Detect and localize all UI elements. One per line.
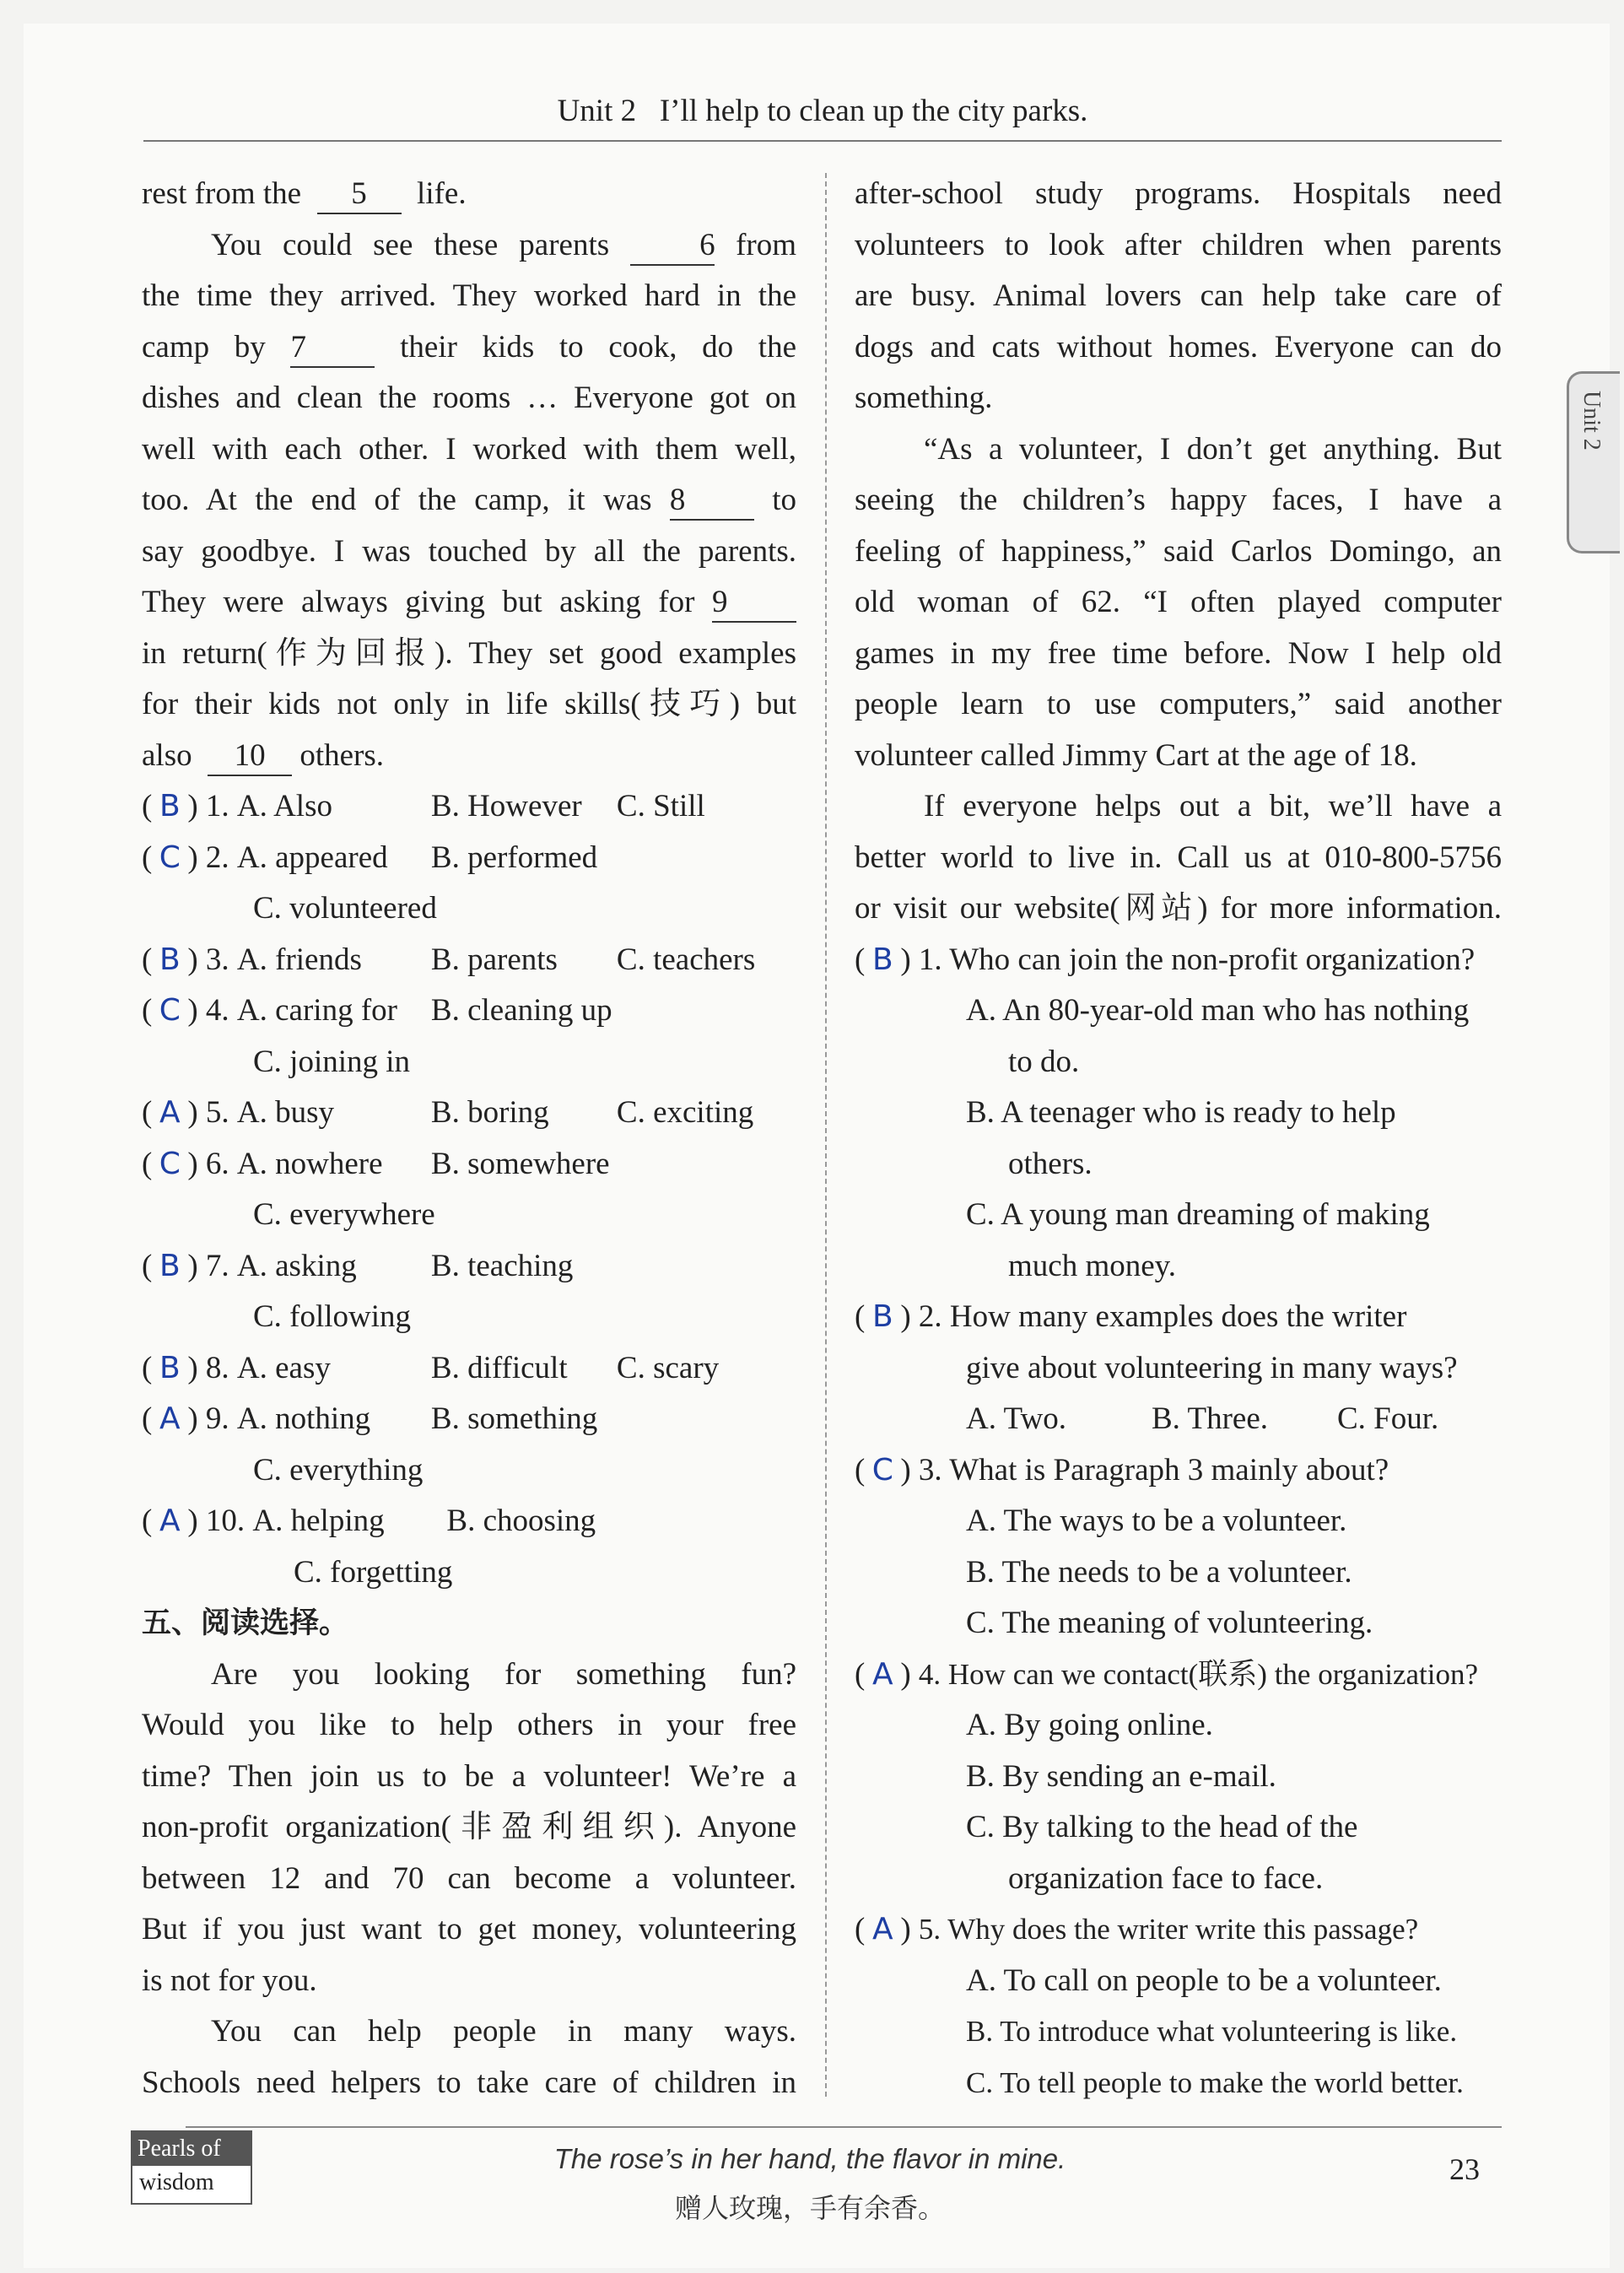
answer-mark[interactable]: B — [871, 942, 893, 977]
text-line: the time they arrived. They worked hard in the — [142, 278, 796, 313]
question-7: ( B ) 7. A. asking B. teaching — [142, 1241, 796, 1293]
unit-label: Unit 2 — [557, 94, 637, 128]
question-1: ( B ) 1. A. Also B. However C. Still — [142, 781, 796, 833]
column-divider — [825, 173, 827, 2097]
text-line: after-school study programs. Hospitals need — [855, 176, 1502, 211]
text-line: are busy. Animal lovers can help take care of — [855, 278, 1502, 313]
option-line: C. joining in — [253, 1044, 411, 1079]
option-line: A. An 80-year-old man who has nothing — [966, 993, 1470, 1028]
question-10: ( A ) 10. A. helping B. choosing — [142, 1496, 796, 1547]
answer-mark[interactable]: C — [871, 1452, 893, 1487]
text-line: say goodbye. I was touched by all the parents. — [142, 533, 796, 569]
text-line: give about volunteering in many ways? — [966, 1350, 1458, 1385]
blank-9: 9 — [712, 584, 796, 623]
option-line: organization face to face. — [1008, 1860, 1324, 1896]
answer-mark[interactable]: C — [159, 993, 181, 1028]
blank-7: 7 — [290, 329, 375, 368]
option-line: C. forgetting — [294, 1554, 453, 1590]
section-heading: 五、阅读选择。 — [142, 1606, 349, 1640]
question-4: ( C ) 4. A. caring for B. cleaning up — [142, 985, 796, 1037]
option-line: B. A teenager who is ready to help — [966, 1095, 1396, 1130]
text-line: volunteer called Jimmy Cart at the age of 18. — [855, 737, 1417, 773]
question-3: ( B ) 3. A. friends B. parents C. teachers — [142, 935, 796, 986]
text-line: better world to live in. Call us at 010-800-5756 — [855, 840, 1502, 875]
answer-mark[interactable]: A — [159, 1401, 181, 1436]
text-line: You can help people in many ways. — [211, 2014, 796, 2049]
text-line: dogs and cats without homes. Everyone can do — [855, 329, 1502, 364]
text-line: Would you like to help others in your free — [142, 1708, 796, 1742]
unit-title: I’ll help to clean up the city parks. — [659, 94, 1088, 128]
option-line: A. By going online. — [966, 1708, 1213, 1742]
side-tab[interactable] — [1567, 371, 1620, 553]
text-line: for their kids not only in life skills(技巧) but — [142, 687, 796, 721]
page-header — [143, 93, 1502, 142]
text-line: volunteers to look after children when parents — [855, 227, 1502, 262]
side-tab-label: Unit 2 — [1578, 391, 1605, 451]
text-line: games in my free time before. Now I help old — [855, 635, 1502, 671]
text-line: If everyone helps out a bit, we’ll have a — [924, 789, 1502, 823]
text-line: Schools need helpers to take care of children in — [142, 2065, 796, 2100]
text-line: too. At the end of the camp, it was 8 to — [142, 475, 796, 526]
option-line: C. A young man dreaming of making — [966, 1197, 1430, 1232]
option-line: C. following — [253, 1299, 412, 1334]
reading-question-5: ( A ) 5. Why does the writer write this passage? — [855, 1904, 1502, 1956]
text-line: between 12 and 70 can become a volunteer. — [142, 1860, 796, 1896]
option-line: B. The needs to be a volunteer. — [966, 1554, 1352, 1590]
blank-8: 8 — [670, 482, 754, 521]
blank-6: 6 — [630, 227, 715, 266]
text-line: also 10 others. — [142, 731, 796, 782]
text-line: Are you looking for something fun? — [211, 1656, 796, 1692]
blank-5: 5 — [317, 175, 402, 214]
answer-mark[interactable]: C — [159, 1146, 181, 1181]
badge-top-text: Pearls of — [132, 2132, 251, 2166]
reading-question-2: ( B ) 2. How many examples does the writer — [855, 1292, 1502, 1343]
option-line: C. The meaning of volunteering. — [966, 1606, 1373, 1640]
text-line: feeling of happiness,” said Carlos Domingo, an — [855, 533, 1502, 569]
option-line: much money. — [1008, 1248, 1177, 1283]
answer-mark[interactable]: A — [159, 1504, 181, 1538]
text-line: old woman of 62. “I often played computer — [855, 585, 1502, 619]
text-line: seeing the children’s happy faces, I have a — [855, 483, 1502, 517]
text-line: They were always giving but asking for 9 — [142, 577, 796, 629]
reading-question-4: ( A ) 4. How can we contact(联系) the organization? — [855, 1649, 1502, 1701]
footer-divider — [186, 2126, 1502, 2128]
reading-question-3: ( C ) 3. What is Paragraph 3 mainly about? — [855, 1445, 1502, 1497]
option-line: A. The ways to be a volunteer. — [966, 1504, 1347, 1538]
option-line: to do. — [1008, 1044, 1080, 1079]
text-line: dishes and clean the rooms … Everyone got on — [142, 381, 796, 415]
answer-mark[interactable]: A — [872, 1912, 893, 1946]
text-line: is not for you. — [142, 1963, 317, 1998]
badge-bottom-text: wisdom — [139, 2169, 214, 2195]
reading-question-1: ( B ) 1. Who can join the non-profit organization? — [855, 935, 1502, 986]
text-line: well with each other. I worked with them well, — [142, 431, 796, 467]
blank-10: 10 — [208, 737, 292, 776]
option-line: A. Two. B. Three. C. Four. — [966, 1401, 1439, 1436]
option-line: A. To call on people to be a volunteer. — [966, 1963, 1442, 1998]
option-line: C. By talking to the head of the — [966, 1810, 1358, 1844]
text-line: time? Then join us to be a volunteer! We’re a — [142, 1758, 796, 1794]
text-line: in return(作为回报). They set good examples — [142, 635, 796, 671]
question-8: ( B ) 8. A. easy B. difficult C. scary — [142, 1343, 796, 1395]
answer-mark[interactable]: A — [872, 1656, 893, 1692]
answer-mark[interactable]: B — [159, 1248, 181, 1283]
option-line: C. volunteered — [253, 891, 437, 926]
question-5: ( A ) 5. A. busy B. boring C. exciting — [142, 1088, 796, 1139]
pearls-of-wisdom-badge — [131, 2130, 252, 2205]
option-line: C. everywhere — [253, 1197, 435, 1232]
option-line: B. To introduce what volunteering is like. — [966, 2015, 1458, 2048]
text-line: non-profit organization(非盈利组织). Anyone — [142, 1810, 796, 1844]
answer-mark[interactable]: A — [159, 1095, 181, 1130]
answer-mark[interactable]: B — [159, 942, 181, 977]
page-number: 23 — [1449, 2152, 1480, 2186]
question-9: ( A ) 9. A. nothing B. something — [142, 1394, 796, 1445]
footer-quote-en: The rose’s in her hand, the flavor in mine. — [553, 2143, 1066, 2174]
left-column — [142, 169, 796, 2108]
question-2: ( C ) 2. A. appeared B. performed — [142, 833, 796, 884]
right-column — [855, 169, 1502, 2108]
answer-mark[interactable]: C — [159, 840, 181, 875]
answer-mark[interactable]: B — [871, 1299, 893, 1334]
option-line: C. To tell people to make the world better. — [966, 2065, 1464, 2099]
answer-mark[interactable]: B — [159, 1350, 181, 1385]
text-line: camp by 7 their kids to cook, do the — [142, 322, 796, 374]
text-line: something. — [855, 381, 993, 415]
text-line: You could see these parents 6 from — [142, 220, 796, 272]
text-line: “As a volunteer, I don’t get anything. But — [924, 431, 1502, 467]
option-line: C. everything — [253, 1452, 424, 1487]
answer-mark[interactable]: B — [159, 789, 181, 823]
text-line: But if you just want to get money, volunteering — [142, 1912, 796, 1946]
footer-quote-cn: 赠人玫瑰，手有余香。 — [674, 2192, 945, 2224]
option-line: others. — [1008, 1146, 1093, 1181]
text-line: rest from the 5 life. — [142, 169, 796, 220]
option-line: B. By sending an e-mail. — [966, 1758, 1276, 1794]
text-line: or visit our website(网站) for more information. — [855, 891, 1502, 926]
question-6: ( C ) 6. A. nowhere B. somewhere — [142, 1139, 796, 1190]
text-line: people learn to use computers,” said another — [855, 687, 1502, 721]
